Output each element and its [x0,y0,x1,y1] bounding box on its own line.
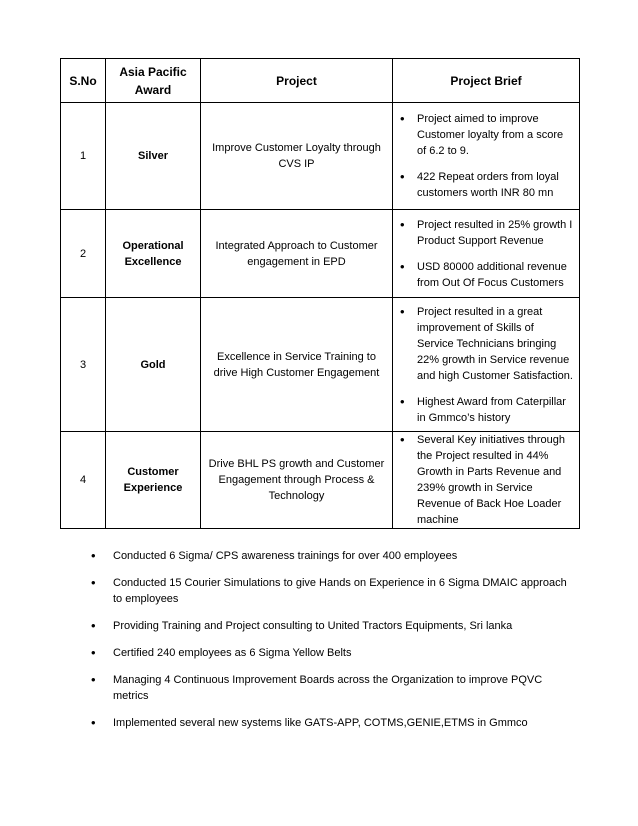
table-row [61,210,580,298]
table-row [61,298,580,432]
list-item: • Conducted 15 Courier Simulations to give Hands on Experience in 6 Sigma DMAIC approach to employees [91,575,571,607]
cell-award: Silver [106,103,201,210]
cell-project: Integrated Approach to Customer engagement in EPD [201,210,393,298]
cell-sno: 2 [61,210,106,298]
cell-project-brief [393,298,580,432]
brief-item: • Project aimed to improve Customer loyalty from a score of 6.2 to 9. [399,111,573,159]
list-item: • Implemented several new systems like GATS-APP, COTMS,GENIE,ETMS in Gmmco [91,715,571,731]
cell-project-brief [393,103,580,210]
brief-item: • Several Key initiatives through the Project resulted in 44% Growth in Parts Revenue and 239% growth in Service Revenue of Back Hoe Loader machine [399,432,573,528]
cell-project: Improve Customer Loyalty through CVS IP [201,103,393,210]
header-project-brief: Project Brief [393,59,580,103]
table-row [61,432,580,529]
header-project: Project [201,59,393,103]
cell-project: Drive BHL PS growth and Customer Engagement through Process & Technology [201,432,393,529]
brief-item: • Project resulted in 25% growth I Product Support Revenue [399,217,573,249]
cell-sno: 1 [61,103,106,210]
list-item: • Providing Training and Project consulting to United Tractors Equipments, Sri lanka [91,618,571,634]
list-item: • Conducted 6 Sigma/ CPS awareness trainings for over 400 employees [91,548,571,564]
awards-table [60,58,580,529]
brief-item: • 422 Repeat orders from loyal customers worth INR 80 mn [399,169,573,201]
list-item: • Certified 240 employees as 6 Sigma Yellow Belts [91,645,571,661]
header-sno: S.No [61,59,106,103]
brief-item: • Project resulted in a great improvement of Skills of Service Technicians bringing 22% growth in Service revenue and high Customer Satisfaction. [399,304,573,384]
cell-award: Customer Experience [106,432,201,529]
list-item: • Managing 4 Continuous Improvement Boards across the Organization to improve PQVC metrics [91,672,571,704]
brief-item: • Highest Award from Caterpillar in Gmmco’s history [399,394,573,426]
cell-project-brief [393,210,580,298]
cell-sno: 4 [61,432,106,529]
cell-project-brief [393,432,580,529]
cell-sno: 3 [61,298,106,432]
brief-item: • USD 80000 additional revenue from Out Of Focus Customers [399,259,573,291]
achievements-list [91,548,571,742]
header-award: Asia Pacific Award [106,59,201,103]
cell-award: Operational Excellence [106,210,201,298]
table-row [61,103,580,210]
cell-award: Gold [106,298,201,432]
cell-project: Excellence in Service Training to drive High Customer Engagement [201,298,393,432]
table-header-row [61,59,580,103]
